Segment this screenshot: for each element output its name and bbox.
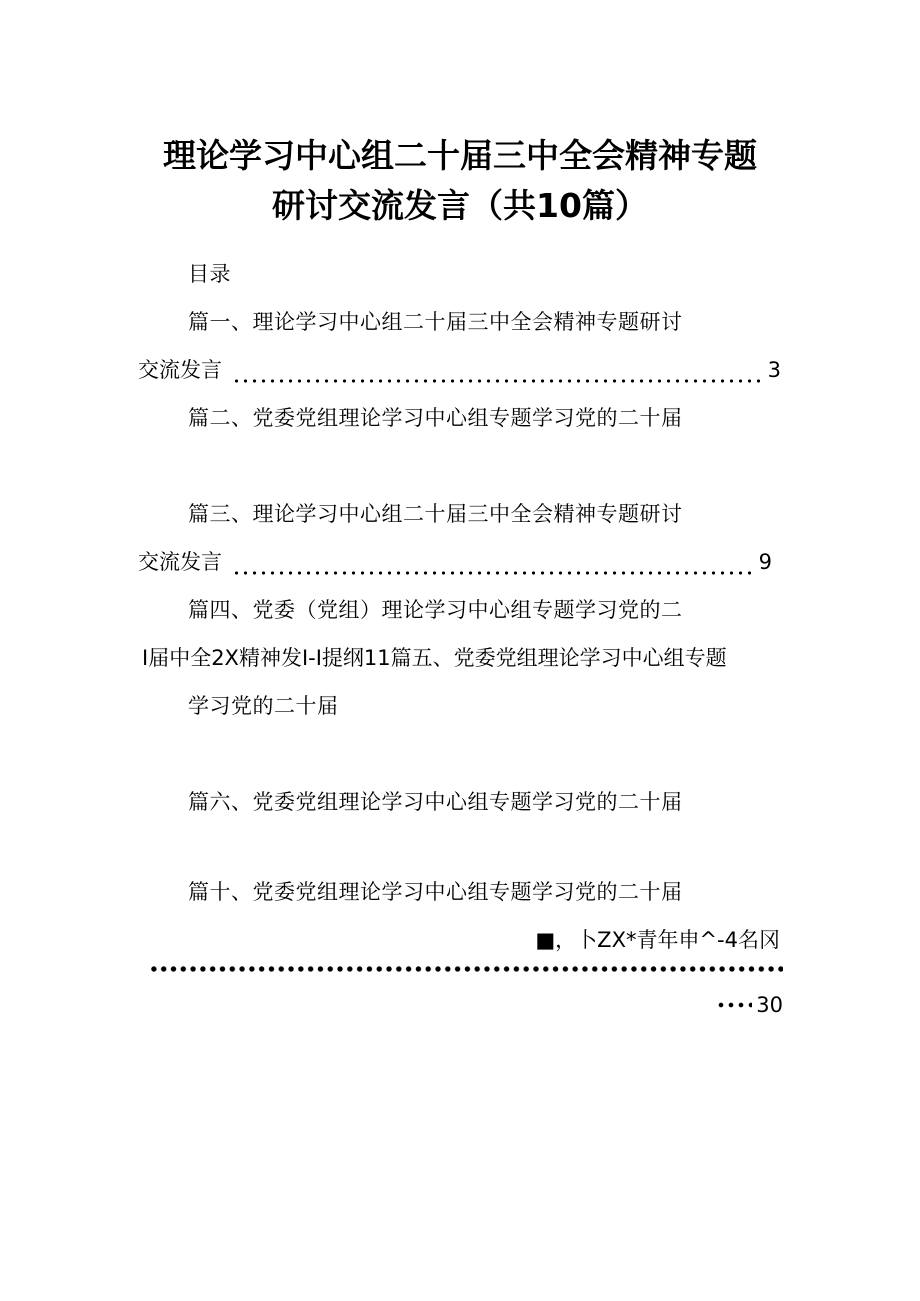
toc-entry-3: 篇二、党委党组理论学习中心组专题学习党的二十届: [188, 406, 683, 430]
toc-entry-1: 篇一、理论学习中心组二十届三中全会精神专题研讨: [188, 310, 683, 334]
toc-entry-7: I届中全2X精神发I-I提纲11篇五、党委党组理论学习中心组专题: [142, 646, 727, 670]
document-title-line-1: 理论学习中心组二十届三中全会精神专题: [163, 136, 757, 175]
toc-page-number: 30: [756, 993, 783, 1017]
toc-entry-8: 学习党的二十届: [188, 694, 339, 718]
toc-entry-2-row: [138, 355, 781, 385]
toc-entry-5-row: [138, 547, 772, 577]
toc-entry-11: ■，卜ZX*青年申^-4名冈: [535, 928, 780, 952]
toc-heading: 目录: [188, 262, 231, 286]
document-title-line-2: 研讨交流发言（共10篇）: [272, 186, 648, 225]
toc-page-number: 3: [767, 358, 781, 382]
toc-page-number: 9: [758, 550, 772, 574]
dot-leader: [232, 547, 753, 577]
dot-leader: [716, 998, 752, 1012]
toc-final-page-row: [716, 990, 783, 1020]
toc-entry-6: 篇四、党委（党组）理论学习中心组专题学习党的二: [188, 598, 683, 622]
toc-entry-2: 交流发言: [138, 358, 222, 382]
dot-leader: [232, 355, 762, 385]
toc-entry-4: 篇三、理论学习中心组二十届三中全会精神专题研讨: [188, 502, 683, 526]
toc-entry-9: 篇六、党委党组理论学习中心组专题学习党的二十届: [188, 790, 683, 814]
toc-entry-5: 交流发言: [138, 550, 222, 574]
heavy-dot-leader: [149, 962, 783, 976]
toc-entry-10: 篇十、党委党组理论学习中心组专题学习党的二十届: [188, 880, 683, 904]
